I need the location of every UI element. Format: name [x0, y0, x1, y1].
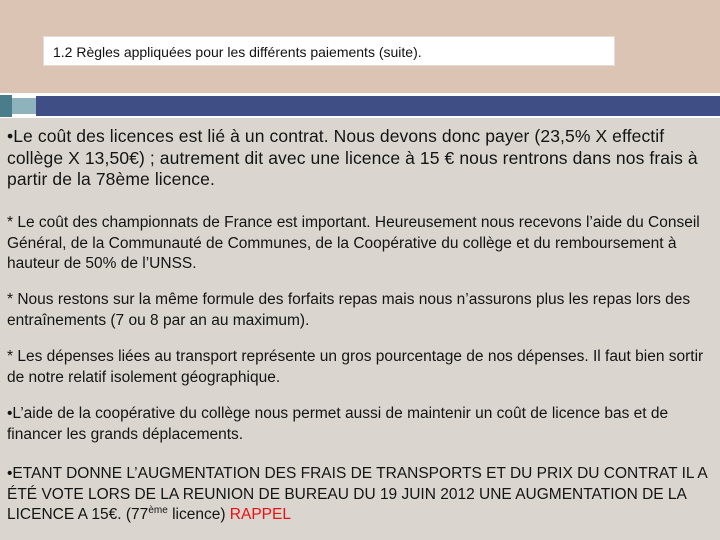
- paragraph-transport: * Les dépenses liées au transport représente un gros pourcentage de nos dépenses. Il faut bien sortir de notre relatif isolement géographique.: [7, 348, 704, 386]
- paragraph-cooperative: •L’aide de la coopérative du collège nous permet aussi de maintenir un coût de licence bas et de financer les grands déplacements.: [7, 405, 669, 443]
- augmentation-text: •ETANT DONNE L’AUGMENTATION DES FRAIS DE TRANSPORTS ET DU PRIX DU CONTRAT IL A ÉTÉ VOTE LORS DE LA REUNION DE BUREAU DU 19 JUIN 2012 UNE AUGMENTATION DE LA LICENCE A 15€. (77: [7, 465, 707, 523]
- content-area: [0, 118, 720, 540]
- licence-text: licence): [167, 506, 230, 523]
- separator-square: [0, 95, 12, 117]
- paragraph-championnats: * Le coût des championnats de France est important. Heureusement nous recevons l’aide du Conseil Général, de la Communauté de Communes, de la Coopérative du collège et du remboursement à hauteur de 50% de l’UNSS.: [7, 214, 700, 272]
- separator-bar-blue: [36, 96, 720, 116]
- superscript-eme: ème: [148, 505, 168, 516]
- slide-title: 1.2 Règles appliquées pour les différents paiements (suite).: [53, 44, 422, 60]
- lead-paragraph: •Le coût des licences est lié à un contrat. Nous devons donc payer (23,5% X effectif collège X 13,50€) ; autrement dit avec une licence à 15 € nous rentrons dans nos frais à partir de la 78ème licence.: [7, 126, 698, 189]
- paragraph-augmentation: [7, 464, 711, 526]
- paragraph-forfaits-repas: * Nous restons sur la même formule des forfaits repas mais nous n’assurons plus les repas lors des entraînements (7 ou 8 par an au maximum).: [7, 291, 691, 329]
- rappel-highlight: RAPPEL: [229, 506, 291, 523]
- title-box: [43, 36, 615, 66]
- separator-bar-teal: [12, 98, 36, 114]
